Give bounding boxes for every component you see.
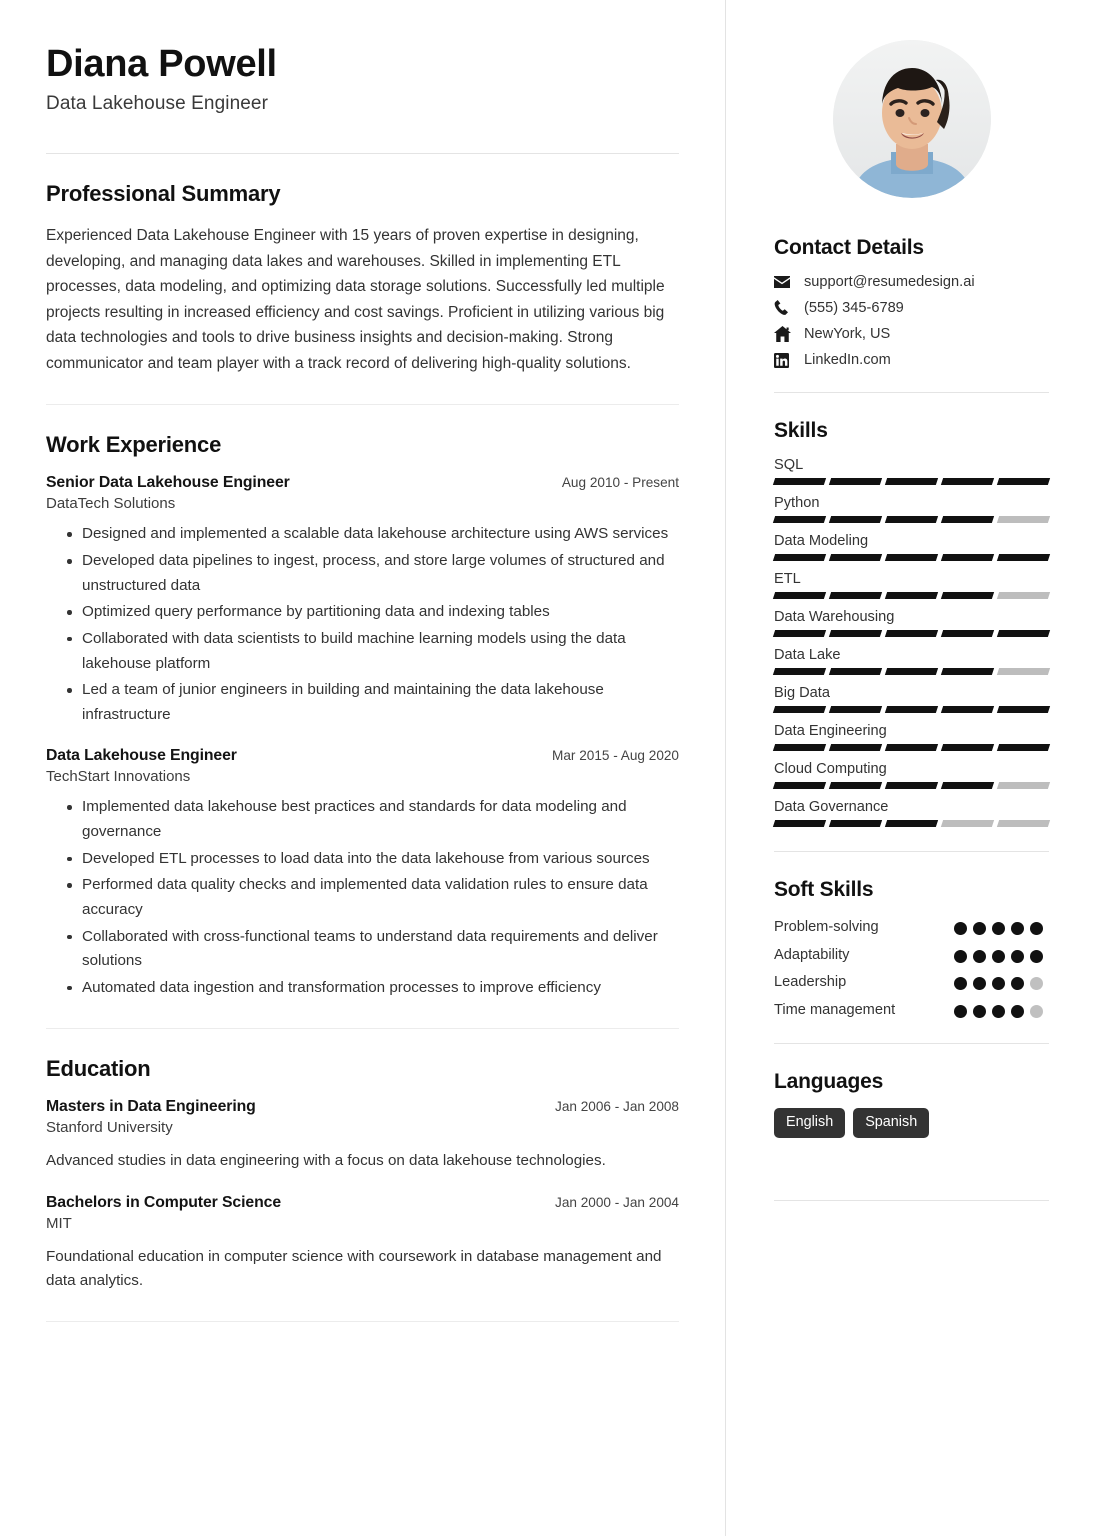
- skill-segment: [885, 516, 938, 523]
- rating-dot: [954, 977, 967, 990]
- education-date: Jan 2000 - Jan 2004: [555, 1194, 679, 1210]
- skill-level-bar: [774, 592, 1049, 599]
- soft-skills-heading: Soft Skills: [774, 878, 874, 901]
- skill-segment: [885, 820, 938, 827]
- education-school: Stanford University: [46, 1119, 173, 1137]
- rating-dot: [954, 922, 967, 935]
- skill-segment: [773, 554, 826, 561]
- skill-level-bar: [774, 820, 1049, 827]
- rating-dot: [1011, 922, 1024, 935]
- work-date: Mar 2015 - Aug 2020: [552, 748, 679, 764]
- skill-level-bar: [774, 554, 1049, 561]
- skill-segment: [829, 744, 882, 751]
- soft-skill-label: Problem-solving: [774, 919, 879, 935]
- section-work-experience: [46, 405, 679, 1000]
- contact-linkedin-value: LinkedIn.com: [804, 352, 891, 368]
- header-block: [46, 44, 679, 115]
- skill-segment: [773, 706, 826, 713]
- skill-segment: [941, 630, 994, 637]
- skill-item: [774, 533, 1049, 561]
- summary-heading: Professional Summary: [46, 181, 281, 207]
- section-languages: [774, 1070, 1049, 1138]
- skill-segment: [885, 630, 938, 637]
- work-entry: [46, 747, 679, 1000]
- rating-dot: [973, 922, 986, 935]
- language-chip-list: [774, 1108, 1049, 1138]
- education-heading: Education: [46, 1056, 151, 1082]
- soft-skill-row: [774, 971, 1049, 994]
- avatar: [833, 40, 991, 198]
- work-bullet: Automated data ingestion and transformation processes to improve efficiency: [46, 976, 679, 1001]
- skill-item: [774, 761, 1049, 789]
- section-contact-details: [774, 236, 1049, 368]
- skill-segment: [941, 516, 994, 523]
- soft-skill-row: [774, 999, 1049, 1022]
- section-professional-summary: [46, 154, 679, 376]
- skill-level-bar: [774, 516, 1049, 523]
- skill-item: [774, 495, 1049, 523]
- language-chip[interactable]: English: [774, 1108, 845, 1138]
- skill-label: Python: [774, 495, 820, 511]
- section-skills: [774, 419, 1049, 827]
- work-bullet: Optimized query performance by partitioning data and indexing tables: [46, 600, 679, 625]
- skill-segment: [941, 782, 994, 789]
- language-chip[interactable]: Spanish: [853, 1108, 929, 1138]
- soft-skill-label: Time management: [774, 1001, 896, 1018]
- education-description: Advanced studies in data engineering with a focus on data lakehouse technologies.: [46, 1152, 606, 1170]
- skill-item: [774, 685, 1049, 713]
- skill-segment: [997, 478, 1050, 485]
- skill-item: [774, 799, 1049, 827]
- rating-dot: [1030, 950, 1043, 963]
- skill-label: Data Governance: [774, 799, 889, 815]
- contact-item-location[interactable]: [774, 326, 1049, 342]
- rating-dot: [1011, 977, 1024, 990]
- work-role: Senior Data Lakehouse Engineer: [46, 474, 290, 492]
- skill-label: Big Data: [774, 685, 830, 701]
- work-entry-head: [46, 474, 679, 492]
- skill-segment: [773, 820, 826, 827]
- skill-segment: [773, 744, 826, 751]
- work-entry: [46, 474, 679, 727]
- skill-segment: [885, 592, 938, 599]
- education-date: Jan 2006 - Jan 2008: [555, 1099, 679, 1115]
- skill-label: Cloud Computing: [774, 761, 887, 777]
- work-company: DataTech Solutions: [46, 495, 176, 513]
- rating-dot: [1030, 977, 1043, 990]
- skill-segment: [773, 478, 826, 485]
- skill-segment: [829, 820, 882, 827]
- skill-segment: [941, 668, 994, 675]
- work-role: Data Lakehouse Engineer: [46, 747, 237, 765]
- work-bullet: Collaborated with cross-functional teams to understand data requirements and deliver solutions: [46, 925, 679, 974]
- linkedin-icon: [774, 353, 796, 368]
- skill-segment: [885, 668, 938, 675]
- work-bullet: Developed ETL processes to load data into the data lakehouse from various sources: [46, 847, 679, 872]
- skill-level-bar: [774, 668, 1049, 675]
- section-soft-skills: [774, 878, 1049, 1021]
- home-icon: [774, 326, 796, 342]
- work-bullet: Led a team of junior engineers in building and maintaining the data lakehouse infrastructure: [46, 678, 679, 727]
- envelope-icon: [774, 274, 796, 290]
- skill-segment: [829, 782, 882, 789]
- candidate-name: Diana Powell: [46, 43, 277, 85]
- soft-skill-rating: [954, 999, 1049, 1018]
- skill-segment: [941, 820, 994, 827]
- skill-label: Data Engineering: [774, 723, 887, 739]
- skills-list: [774, 457, 1049, 827]
- skill-segment: [829, 478, 882, 485]
- education-entry: [46, 1194, 679, 1294]
- section-education: [46, 1029, 679, 1293]
- skill-level-bar: [774, 478, 1049, 485]
- rating-dot: [954, 950, 967, 963]
- skills-heading: Skills: [774, 419, 828, 442]
- work-heading: Work Experience: [46, 432, 222, 458]
- skill-segment: [773, 782, 826, 789]
- rating-dot: [973, 977, 986, 990]
- rating-dot: [992, 922, 1005, 935]
- education-degree: Bachelors in Computer Science: [46, 1193, 282, 1211]
- rating-dot: [973, 950, 986, 963]
- work-bullet: Developed data pipelines to ingest, process, and store large volumes of structured and unstructured data: [46, 549, 679, 598]
- skill-segment: [941, 554, 994, 561]
- education-school: MIT: [46, 1214, 72, 1232]
- skill-segment: [829, 706, 882, 713]
- rating-dot: [992, 1005, 1005, 1018]
- soft-skill-label: Adaptability: [774, 946, 850, 963]
- skill-segment: [829, 630, 882, 637]
- languages-heading: Languages: [774, 1070, 884, 1094]
- skill-item: [774, 609, 1049, 637]
- skill-segment: [829, 592, 882, 599]
- soft-skills-divider: [774, 1043, 1049, 1044]
- skill-segment: [885, 782, 938, 789]
- skill-level-bar: [774, 782, 1049, 789]
- soft-skill-rating: [954, 971, 1049, 990]
- rating-dot: [1011, 1005, 1024, 1018]
- skill-segment: [997, 516, 1050, 523]
- education-description: Foundational education in computer science with coursework in database management and data analytics.: [46, 1247, 662, 1290]
- soft-skills-list: [774, 916, 1049, 1021]
- skill-level-bar: [774, 630, 1049, 637]
- contact-item-email[interactable]: [774, 274, 1049, 290]
- languages-divider: [774, 1200, 1049, 1201]
- skill-segment: [885, 554, 938, 561]
- skill-item: [774, 723, 1049, 751]
- skill-segment: [997, 668, 1050, 675]
- phone-icon: [774, 300, 796, 316]
- skill-segment: [773, 630, 826, 637]
- skill-segment: [773, 516, 826, 523]
- skill-item: [774, 647, 1049, 675]
- skill-segment: [997, 630, 1050, 637]
- contact-location-value: NewYork, US: [804, 326, 891, 342]
- work-entry-head: [46, 747, 679, 765]
- contact-divider: [774, 392, 1049, 393]
- skill-segment: [829, 554, 882, 561]
- contact-email-value: support@resumedesign.ai: [804, 274, 975, 290]
- skill-segment: [941, 706, 994, 713]
- soft-skill-label: Leadership: [774, 974, 847, 991]
- skill-segment: [941, 478, 994, 485]
- skill-segment: [773, 592, 826, 599]
- rating-dot: [954, 1005, 967, 1018]
- soft-skill-rating: [954, 944, 1049, 963]
- skill-segment: [997, 820, 1050, 827]
- rating-dot: [992, 950, 1005, 963]
- work-company: TechStart Innovations: [46, 768, 191, 786]
- education-entry-head: [46, 1098, 679, 1116]
- skill-level-bar: [774, 744, 1049, 751]
- work-date: Aug 2010 - Present: [561, 475, 679, 491]
- work-bullet: Collaborated with data scientists to build machine learning models using the data lakehouse platform: [46, 627, 679, 676]
- work-bullet-list: [46, 795, 679, 1000]
- skill-segment: [997, 554, 1050, 561]
- skill-segment: [997, 592, 1050, 599]
- candidate-job-title: Data Lakehouse Engineer: [46, 93, 269, 115]
- skill-label: Data Modeling: [774, 533, 869, 549]
- summary-text: Experienced Data Lakehouse Engineer with 15 years of proven expertise in designing, developing, and managing data lakes and warehouses. Skilled in implementing ETL processes, data modeling, and optimizing data storage solutions. Successfully led multiple projects resulting in increased efficiency and cost savings. Proficient in utilizing various big data technologies and tools to drive business insights and decision-making. Strong communicator and team player with a track record of delivering high-quality solutions.: [46, 227, 665, 372]
- skill-segment: [941, 592, 994, 599]
- rating-dot: [973, 1005, 986, 1018]
- skill-item: [774, 571, 1049, 599]
- photo-container: [774, 40, 1049, 198]
- skill-segment: [997, 706, 1050, 713]
- education-degree: Masters in Data Engineering: [46, 1098, 256, 1116]
- rating-dot: [992, 977, 1005, 990]
- rating-dot: [1011, 950, 1024, 963]
- work-bullet: Designed and implemented a scalable data lakehouse architecture using AWS services: [46, 522, 679, 547]
- portrait-photo-icon: [833, 40, 991, 198]
- skills-divider: [774, 851, 1049, 852]
- skill-segment: [997, 744, 1050, 751]
- sidebar-column: [726, 0, 1095, 1536]
- contact-phone-value: (555) 345-6789: [804, 300, 904, 316]
- contact-item-phone[interactable]: [774, 300, 1049, 316]
- skill-segment: [885, 744, 938, 751]
- rating-dot: [1030, 1005, 1043, 1018]
- skill-segment: [829, 516, 882, 523]
- skill-segment: [829, 668, 882, 675]
- skill-label: Data Warehousing: [774, 609, 895, 625]
- soft-skill-row: [774, 916, 1049, 939]
- contact-heading: Contact Details: [774, 236, 924, 259]
- education-divider: [46, 1321, 679, 1322]
- soft-skill-row: [774, 944, 1049, 967]
- skill-segment: [773, 668, 826, 675]
- work-bullet-list: [46, 522, 679, 727]
- skill-item: [774, 457, 1049, 485]
- rating-dot: [1030, 922, 1043, 935]
- education-entry-head: [46, 1194, 679, 1212]
- skill-segment: [941, 744, 994, 751]
- work-bullet: Performed data quality checks and implemented data validation rules to ensure data accuracy: [46, 873, 679, 922]
- skill-segment: [885, 478, 938, 485]
- skill-label: Data Lake: [774, 647, 841, 663]
- skill-segment: [997, 782, 1050, 789]
- skill-level-bar: [774, 706, 1049, 713]
- skill-label: ETL: [774, 571, 801, 587]
- skill-label: SQL: [774, 457, 804, 473]
- skill-segment: [885, 706, 938, 713]
- contact-item-linkedin[interactable]: [774, 352, 1049, 368]
- work-bullet: Implemented data lakehouse best practices and standards for data modeling and governance: [46, 795, 679, 844]
- education-entry: [46, 1098, 679, 1173]
- soft-skill-rating: [954, 916, 1049, 935]
